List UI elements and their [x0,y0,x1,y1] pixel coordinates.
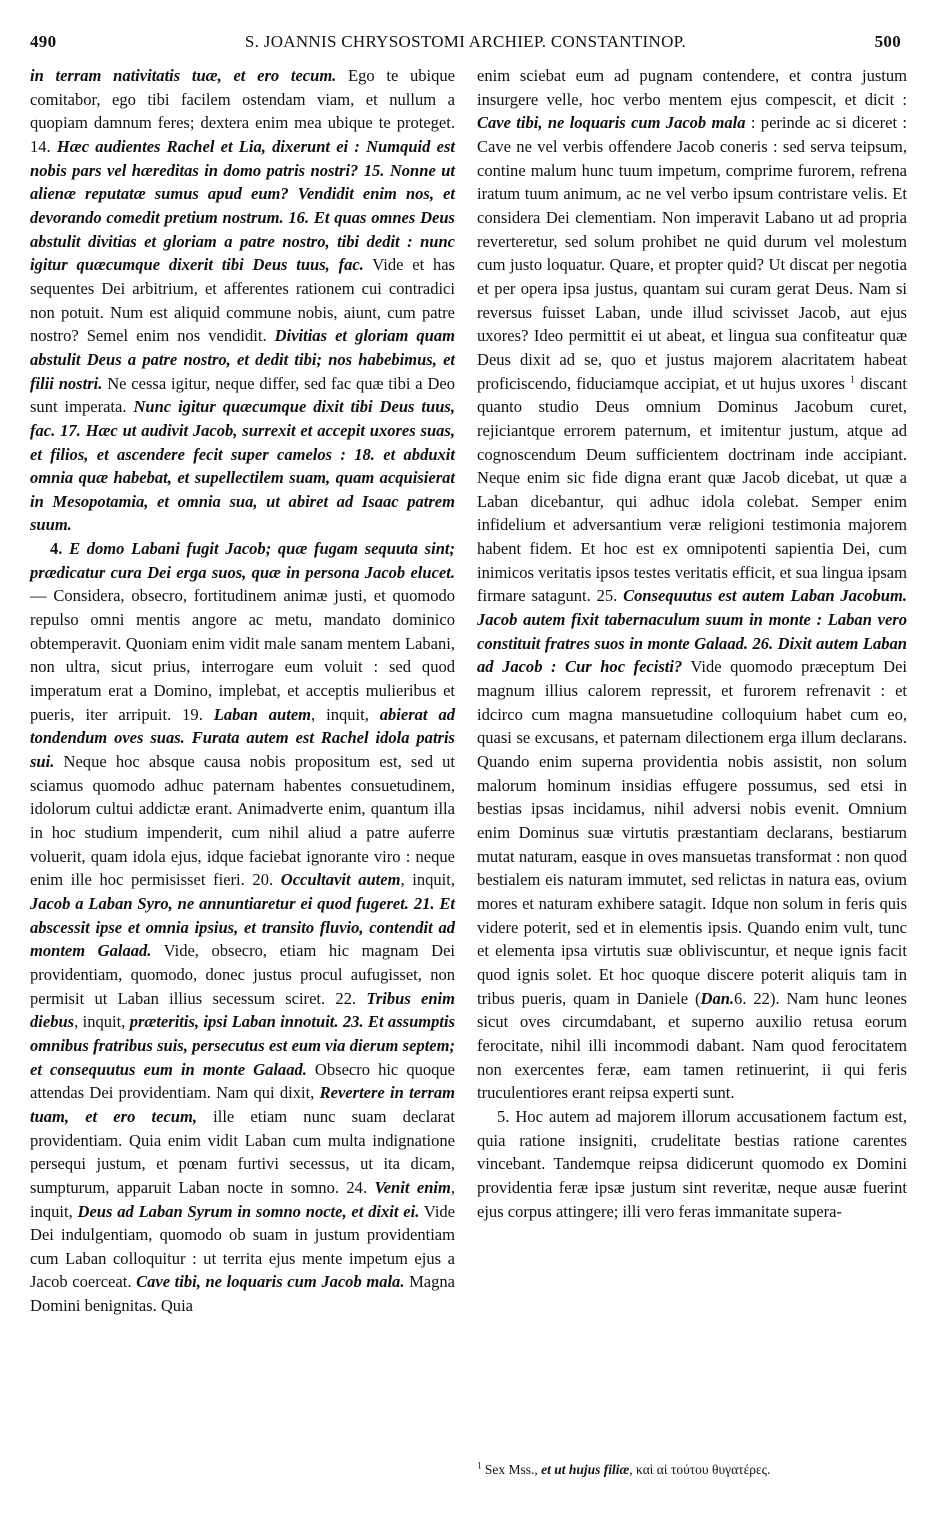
commentary-text: Magna Domini benignitas. Quia [30,1272,455,1316]
commentary-text: Vide quomodo præceptum Dei magnum illius calorem repressit, et furorem refrenavit : et idcirco cum magna mansuetudine colloquium habet cum eo, quasi se excusans, et paternam dilectionem erga illum declarans. Quando enim superna providentia nobis assistit, non solum malorum hominum insidias effugere possumus, sed etsi in bestias ipsas incidamus, nihil adversi nobis evenit. Omnium enim Dominus suæ virtutis præstantiam declarans, bestiarum mutat naturam, easque in oves mansuetas transformat : non quod bestialem eis naturam immutet, sed relictas in natura eas, ovium mores et naturam exhibere satagit. Idque non solum in feris quis videre poterit, sed et in elementis ipsis. Quando enim vult, tunc et elementa ipsa virtutis suæ obliviscuntur, et neque ignis facit quod ignis solet. Et hoc quoque discere poterit aliquis tam in tribus pueris, quam in Daniele ( [477,657,907,1008]
commentary-text: Vide, obsecro, etiam hic magnam Dei providentiam, quomodo, donec justus procul aufugisset, non permisit ut Laban illius secessum sciret. 22. [30,941,455,1008]
commentary-text: , inquit, [30,1177,455,1221]
scripture-quote: Cave tibi, ne loquaris cum Jacob mala. [136,1272,405,1292]
scripture-quote: Laban autem [213,704,312,724]
right-paragraph-1 [477,64,907,1105]
commentary-text: Ego te ubique comitabor, ego tibi facilem ostendam viam, et nullum a quopiam damnum feres; dextera enim mea ubique te proteget. 14. [30,66,455,156]
scripture-quote: Revertere in terram tuam, et ero tecum, [30,1083,455,1126]
scripture-quote: Hæc audientes Rachel et Lia, dixerunt ei : Numquid est nobis pars vel hæreditas in domo patris nostri? 15. Nonne ut alienæ reputatæ sumus apud eum? Vendidit enim nos, et devorando comedit pretium nostrum. 16. Et quas omnes Deus abstulit divitias et gloriam a patre nostro, tibi dedit : nunc igitur quæcumque dixerit tibi Deus tuus, fac. [30,136,455,275]
page-number-left: 490 [30,32,57,51]
commentary-text: Vide et has sequentes Dei arbitrium, et afferentes rationem cui contradici non potuit. Num est aliquid commune nobis, aiunt, cum patre nostro? Semel enim nos vendidit. [30,255,455,346]
right-column [477,64,907,1223]
scripture-quote: Deus ad Laban Syrum in somno nocte, et dixit ei. [77,1201,420,1221]
scripture-quote: abierat ad tondendum oves suas. Furata autem est Rachel idola patris sui. [30,704,455,772]
scripture-quote: Divitias et gloriam quam abstulit Deus a patre nostro, et dedit tibi; nos habebimus, et filii nostri. [30,326,455,393]
commentary-text: Vide Dei indulgentiam, quomodo ob suam in justum providentiam cum Laban colloquitur : ut territa ejus mente impetum ejus a Jacob coerceat. [30,1201,456,1292]
footnote [477,1460,907,1479]
right-paragraph-2: 5. Hoc autem ad majorem illorum accusationem factum est, quia ratione insigniti, crudelitate bestias ratione carentes vincebant. Tandemque reipsa didicerunt quomodo ex Domini providentia feræ ipsæ justum sint reveritæ, neque ausæ fuerint ejus corpus attingere; illi vero feras immanitate supera- [477,1106,907,1221]
commentary-text: enim sciebat eum ad pugnam contendere, et contra justum insurgere velle, hoc verbo mentem ejus compescit, et dicit : [477,66,907,109]
scripture-quote: Jacob a Laban Syro, ne annuntiaretur ei quod fugeret. 21. Et abscessit ipse et omnia ipsius, et transito fluvio, contendit ad montem Galaad. [30,893,455,961]
scripture-quote: Consequutus est autem Laban Jacobum. Jacob autem fixit tabernaculum suum in monte : Laban vero constituit fratres suos in monte Galaad. 26. Dixit autem Laban ad Jacob : Cur hoc fecisti? [477,586,907,677]
commentary-text: ille etiam nunc suam declarat providentiam. Quia enim vidit Laban cum multa indignatione persequi justum, et pœnam furtivi secessus, ut ita dicam, sumpturum, apparuit Laban nocte in somno. 24. [30,1106,455,1197]
commentary-text: , inquit, [74,1012,130,1032]
commentary-text: , inquit, [400,870,455,890]
footnote-marker: 1 [850,374,856,386]
footnote-greek: , καὶ αἱ τούτου θυγατέρες. [629,1462,771,1477]
section-number: 4. [50,539,70,559]
scripture-quote: Occultavit autem [280,870,401,890]
commentary-text: — Considera, obsecro, fortitudinem animæ justi, et quomodo repulso omni mentis angore ac metu, mandato dominico obtemperavit. Quoniam enim vidit male sanam mentem Labani, non ultra, sicut prius, interrogare eum voluit : sed quod imperatum erat a Domino, implebat, et acceptis mulieribus et pueris, iter arripuit. 19. [30,586,455,724]
left-paragraph-1 [30,64,455,537]
commentary-text: 6. 22). Nam hunc leones sicut oves circumdabant, et superno auxilio retusa eorum ferocitate, nihil illi incommodi dabant. Nam quod ferocitatem non exercentes feræ, eam tamen retinuerint, ii qui feris truculentiores erant reipsa experti sunt. [477,988,907,1103]
footnote-number: 1 [477,1460,482,1471]
commentary-text: Obsecro hic quoque attendas Dei providentiam. Nam qui dixit, [30,1059,456,1103]
commentary-text: Ne cessa igitur, neque differ, sed fac quæ tibi a Deo sunt imperata. [30,373,456,417]
scripture-quote: præteritis, ipsi Laban innotuit. 23. Et assumptis omnibus fratribus suis, persecutus est eum via dierum septem; et consequutus eum in monte Galaad. [30,1012,456,1079]
commentary-text: discant quanto studio Deus omnium Dominus Jacobum curet, rejiciantque errorem paternum, et imitentur justum, atque ad cognoscendum Deum sufficientem doctrinam inde accipiant. Neque enim sic fide digna erant quæ Jacob dicebat, ut quæ a Laban dicebantur, qui adhuc idola colebat. Semper enim infidelium et adversantium veræ religioni testimonia majorem habent fidem. Et hoc est ex omnipotenti sapientia Dei, cum inimicos veritatis ipsos testes veritatis efficit, et sua lingua ipsam firmare satagunt. 25. [477,373,907,606]
page-number-right: 500 [874,32,901,51]
commentary-text: Neque hoc absque causa nobis propositum est, sed ut sciamus quomodo adhuc paternam habentes consuetudinem, idolorum cultui addictæ erant. Animadverte enim, quantum illa in hoc studium impenderit, cum nihil aliud a patre auferre voluerit, quam idola ejus, idque faciebat ignorante viro : neque enim ille hoc permisisset fieri. 20. [30,752,455,890]
scripture-quote: Cave tibi, ne loquaris cum Jacob mala [477,113,746,133]
running-title: S. JOANNIS CHRYSOSTOMI ARCHIEP. CONSTANTINOP. [244,32,687,51]
scripture-quote: in terram nativitatis tuæ, et ero tecum. [30,66,337,85]
commentary-text: , inquit, [311,704,380,724]
footnote-text: Sex Mss., [481,1462,542,1477]
scripture-quote: Venit enim [374,1177,451,1197]
left-column [30,64,455,1318]
scripture-reference: Dan. [700,988,735,1008]
section-summary: E domo Labani fugit Jacob; quæ fugam sequuta sint; prædicatur cura Dei erga suos, quæ in persona Jacob elucet. [30,539,455,582]
scripture-quote: Tribus enim diebus [30,988,455,1032]
commentary-text: : perinde ac si diceret : Cave ne vel verbis offendere Jacob coneris : sed serva teipsum, contine malum hunc tuum impetum, comprime furorem, refrena iratum tuum animum, ac ne vel verbo ipsum contristare velis. Et considera Dei clementiam. Non imperavit Labano ut ad propria reverteretur, sed solum prohibet ne quid durum vel molestum cum justo loquatur. Quare, et propter quid? Ut discat per negotia et per opera ipsa justus, quantam sui curam gerat Deus. Nam si reversus fuisset Laban, unde illud scivisset Jacob, aut ejus uxores? Ideo permittit ei ut abeat, et lingua sua confiteatur quæ Deus dixit ad se, quo et justus majorem alacritatem habeat proficiscendo, fiduciamque accipiat, et ut hujus uxores [477,113,907,393]
running-header [30,32,901,62]
scripture-quote: Nunc igitur quæcumque dixit tibi Deus tuus, fac. 17. Hæc ut audivit Jacob, surrexit et accepit uxores suas, et filios, et ascendere fecit super camelos : 18. et abduxit omnia quæ habebat, et supellectilem suam, quam acquisierat in Mesopotamia, et omnia sua, ut abiret ad Isaac patrem suum. [30,397,455,535]
left-paragraph-2 [30,537,455,1318]
footnote-variant: et ut hujus filiæ [541,1462,630,1477]
